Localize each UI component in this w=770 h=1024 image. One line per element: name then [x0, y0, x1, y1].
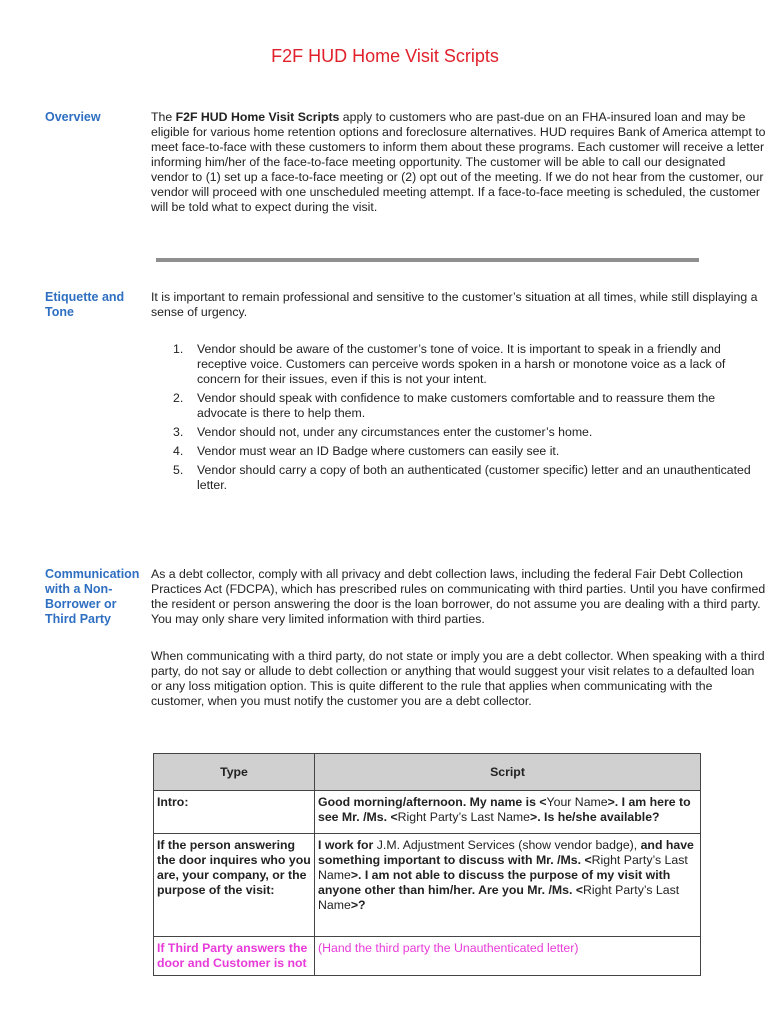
script-bold: I work for	[318, 838, 377, 852]
list-number: 5.	[173, 463, 184, 477]
type-cell: If Third Party answers the door and Customer is not	[154, 937, 315, 976]
table-header-row	[154, 754, 701, 791]
list-text: Vendor should not, under any circumstances enter the customer’s home.	[197, 425, 593, 439]
page-title: F2F HUD Home Visit Scripts	[271, 46, 499, 66]
table-row	[154, 937, 701, 976]
script-bold: >?	[350, 898, 366, 912]
placeholder-text: Right Party’s Last Name	[318, 883, 680, 912]
list-item	[151, 444, 766, 459]
placeholder-text: Right Party’s Last Name	[318, 853, 688, 882]
list-number: 3.	[173, 425, 184, 439]
list-text: Vendor should carry a copy of both an authenticated (customer specific) letter and an unauthenticated letter.	[197, 463, 751, 492]
placeholder-text: Right Party’s Last Name	[397, 810, 531, 824]
type-cell: Intro:	[154, 791, 315, 834]
placeholder-text: Your Name	[546, 795, 608, 809]
script-cell	[315, 791, 701, 834]
script-cell	[315, 834, 701, 937]
etiquette-list	[151, 342, 766, 497]
script-bold: >. Is he/she available?	[530, 810, 660, 824]
script-cell: (Hand the third party the Unauthenticated letter)	[315, 937, 701, 976]
overview-body: apply to customers who are past-due on an FHA-insured loan and may be eligible for various home retention options and foreclosure alternatives. HUD requires Bank of America attempt to meet face-to-face with these customers to inform them about these programs. Each customer will receive a letter informing him/her of the face-to-face meeting opportunity. The customer will be able to call our designated vendor to (1) set up a face-to-face meeting or (2) opt out of the meeting. If we do not hear from the customer, our vendor will proceed with one unscheduled meeting attempt. If a face-to-face meeting is scheduled, the customer will be told what to expect during the visit.	[151, 110, 766, 214]
overview-heading: Overview	[45, 110, 101, 124]
script-bold: >. I am here to see Mr. /Ms. <	[318, 795, 691, 824]
communication-para2: When communicating with a third party, do not state or imply you are a debt collector. When speaking with a third party, do not say or allude to debt collection or anything that would suggest your visit relates to a defaulted loan or any loss mitigation option. This is quite different to the rule that applies when communicating with the customer, when you must notify the customer you are a debt collector.	[151, 649, 765, 708]
overview-bold: F2F HUD Home Visit Scripts	[175, 110, 340, 124]
script-bold: Good morning/afternoon. My name is <	[318, 795, 547, 809]
communication-heading-line: Communication	[45, 567, 140, 581]
scripts-table	[153, 753, 701, 976]
overview-intro: The	[151, 110, 176, 124]
type-cell: If the person answering the door inquires who you are, your company, or the purpose of the visit:	[154, 834, 315, 937]
script-bold: and have something important to discuss with Mr. /Ms. <	[318, 838, 694, 867]
list-number: 2.	[173, 391, 184, 405]
communication-para1: As a debt collector, comply with all privacy and debt collection laws, including the federal Fair Debt Collection Practices Act (FDCPA), which has prescribed rules on communicating with third parties. Until you have confirmed the resident or person answering the door is the loan borrower, do not assume you are dealing with a third party. You may only share very limited information with third parties.	[151, 567, 766, 626]
communication-heading-line: Borrower or	[45, 597, 117, 611]
list-number: 4.	[173, 444, 184, 458]
list-text: Vendor must wear an ID Badge where customers can easily see it.	[197, 444, 560, 458]
table-row	[154, 834, 701, 937]
script-bold: >. I am not able to discuss the purpose of my visit with anyone other than him/her. Are you Mr. /Ms. <	[318, 868, 671, 897]
column-header-script: Script	[315, 754, 701, 791]
overview-text	[151, 110, 766, 215]
communication-heading	[45, 567, 145, 627]
etiquette-heading-line2: Tone	[45, 305, 74, 319]
section-divider	[156, 258, 699, 262]
list-number: 1.	[173, 342, 184, 356]
list-item	[151, 342, 766, 387]
etiquette-heading	[45, 290, 145, 320]
list-item	[151, 425, 766, 440]
etiquette-text: It is important to remain professional and sensitive to the customer’s situation at all times, while still displaying a sense of urgency.	[151, 290, 758, 319]
communication-heading-line: Third Party	[45, 612, 111, 626]
etiquette-heading-line1: Etiquette and	[45, 290, 125, 304]
list-item	[151, 463, 766, 493]
script-plain: J.M. Adjustment Services (show vendor badge),	[376, 838, 638, 852]
column-header-type: Type	[154, 754, 315, 791]
list-text: Vendor should be aware of the customer’s tone of voice. It is important to speak in a friendly and receptive voice. Customers can perceive words spoken in a harsh or monotone voice as a lack of concern for their issues, even if this is not your intent.	[197, 342, 726, 386]
list-item	[151, 391, 766, 421]
table-row	[154, 791, 701, 834]
list-text: Vendor should speak with confidence to make customers comfortable and to reassure them the advocate is there to help them.	[197, 391, 716, 420]
communication-heading-line: with a Non-	[45, 582, 113, 596]
